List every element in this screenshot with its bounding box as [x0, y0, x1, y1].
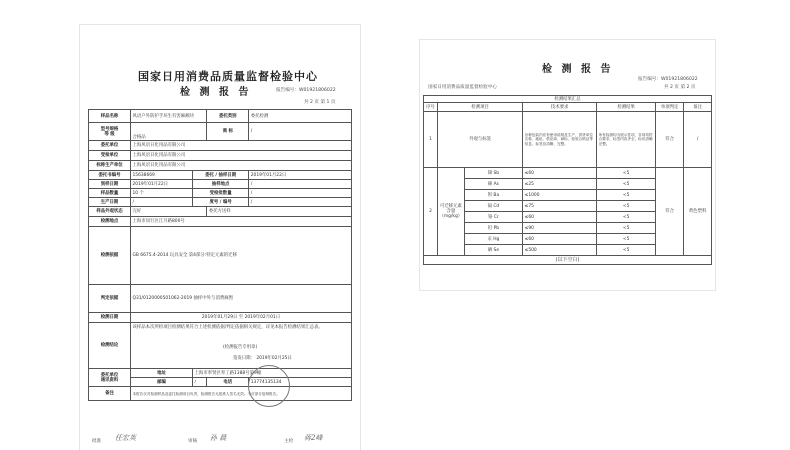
producer-label: 标称生产单位 [89, 161, 131, 171]
prod-date: / [131, 198, 193, 207]
client-type-label: 委托类别 [207, 110, 249, 123]
period: 2019年01月29日 至 2019年02月01日 [131, 313, 352, 323]
blank-note: (以下空白) [424, 256, 712, 265]
batch: / [249, 189, 352, 198]
conclusion-label: 检测结论 [89, 323, 131, 369]
col-note: 备注 [684, 103, 712, 112]
element-result: <5 [597, 234, 656, 245]
org-title-2: 国家日用消费品质量监督检验中心 [428, 85, 497, 90]
judge-label: 判定依据 [89, 285, 131, 313]
col-item: 检测项目 [438, 103, 523, 112]
remark: 本报告仅对检测样品及委托检测项目负责，检测报告无批准人签名无效。不可部分复制报告。 [131, 387, 352, 401]
addr: 上海市奉贤区奉工路1388号第9幢 [193, 369, 352, 378]
row1-no: 1 [424, 112, 438, 168]
col-no: 序号 [424, 103, 438, 112]
delivery: 委托方送样 [207, 207, 352, 217]
client-type: 委托检测 [249, 110, 352, 123]
sampling-place: / [249, 180, 352, 189]
official-seal [248, 365, 290, 407]
approve-label: 批准 [92, 439, 102, 444]
element-req: ≤500 [523, 245, 597, 256]
client-date-label: 委托 / 抽样日期 [193, 171, 249, 180]
review-label: 审核 [188, 439, 198, 444]
row1-item: 外观与标签 [438, 112, 523, 168]
element-name: 铅 Pb [464, 223, 523, 234]
state-label: 样品外观状态 [89, 207, 131, 217]
conclusion-text: 该样品本次所检项目检测结果符合上述检测依据/判定依据相关规定，详见本报告检测结果汇总表。 [132, 325, 323, 330]
arrival-label: 到样日期 [89, 180, 131, 189]
contact-label: 委托单位 通讯资料 [89, 369, 131, 387]
element-result: <5 [597, 245, 656, 256]
col-result: 检测结果 [597, 103, 656, 112]
row1-verdict: 符合 [656, 112, 684, 168]
client-no: 15638669 [131, 171, 193, 180]
col-verdict: 单项判定 [656, 103, 684, 112]
qty: 10 个 [131, 189, 193, 198]
element-name: 砷 As [464, 179, 523, 190]
element-name: 钡 Ba [464, 190, 523, 201]
main-label: 主检 [284, 439, 294, 444]
arrival-date: 2019年01月22日 [131, 180, 193, 189]
serial-label: 度号 / 编号 [193, 198, 249, 207]
qty-label: 样品数量 [89, 189, 131, 198]
element-req: ≤60 [523, 234, 597, 245]
element-name: 锑 Sb [464, 168, 523, 179]
element-req: ≤60 [523, 168, 597, 179]
producer: 上海风语日化用品有限公司 [131, 161, 352, 171]
report-title: 检 测 报 告 [180, 87, 252, 98]
post-label: 邮编 [131, 378, 193, 387]
element-req: ≤1000 [523, 190, 597, 201]
page-info: 共 2 页 第 1 页 [304, 100, 336, 105]
row2-no: 2 [424, 168, 438, 256]
trademark-label: 商 标 [207, 123, 249, 141]
report-title-2: 检 测 报 告 [542, 64, 614, 75]
method-label: 检测依据 [89, 227, 131, 285]
conclusion-stamp: (检测报告专用章) [223, 345, 258, 350]
report-number: 报告编号：W01921806022 [276, 88, 336, 93]
org-title: 国家日用消费品质量监督检验中心 [138, 70, 318, 83]
method: GB 6675.4-2014 玩具安全 第4部分:特定元素的迁移 [131, 227, 352, 285]
row1-result: 所有检测均为展示性项，各项均符合要求，标签内容齐全，标识清晰完整。 [597, 112, 656, 168]
client: 上海风语日化用品有限公司 [131, 141, 352, 151]
row2-verdict: 符合 [656, 168, 684, 256]
client-no-label: 委托书编号 [89, 171, 131, 180]
sample-name-label: 样品名称 [89, 110, 131, 123]
element-result: <5 [597, 190, 656, 201]
element-result: <5 [597, 168, 656, 179]
report-number-2: 报告编号：W01921806022 [638, 77, 698, 82]
client-label: 委托单位 [89, 141, 131, 151]
element-req: ≤90 [523, 223, 597, 234]
client-date: 2019年01月22日 [249, 171, 352, 180]
location-label: 检测地点 [89, 217, 131, 227]
page-info-2: 共 2 页 第 2 页 [664, 85, 696, 90]
main-signature: 蒋2峰 [304, 434, 323, 442]
sample-name: 风语户外防护手环生有害麻额块 [131, 110, 207, 123]
sampling-place-label: 抽样地点 [193, 180, 249, 189]
results-table [423, 95, 712, 265]
row1-req: 各种包装内应有使用说明及生产、供货单位名称、地址、供应商、商标、检验合格证等信息，标签应清晰、完整。 [523, 112, 597, 168]
element-name: 铬 Cr [464, 212, 523, 223]
element-result: <5 [597, 179, 656, 190]
inspected: 上海风语日化用品有限公司 [131, 151, 352, 161]
inspected-label: 受检单位 [89, 151, 131, 161]
col-req: 技术要求 [523, 103, 597, 112]
batch-label: 受检批数量 [193, 189, 249, 198]
row1-note: / [684, 112, 712, 168]
sign-date: 签发日期： 2019年02月25日 [233, 356, 292, 361]
element-result: <5 [597, 201, 656, 212]
element-name: 汞 Hg [464, 234, 523, 245]
serial: / [249, 198, 352, 207]
post: / [193, 378, 207, 387]
element-name: 镉 Cd [464, 201, 523, 212]
row2-item: 可迁移元素含量（mg/kg） [438, 168, 465, 256]
report-info-table [88, 109, 352, 401]
addr-label: 地址 [131, 369, 193, 378]
trademark: / [249, 123, 352, 141]
report-page-2 [420, 40, 715, 290]
report-page-1 [80, 25, 360, 450]
element-req: ≤60 [523, 212, 597, 223]
location: 上海市闵行区江月路800号 [131, 217, 352, 227]
row2-note: 黄色塑料 [684, 168, 712, 256]
element-result: <5 [597, 212, 656, 223]
element-req: ≤25 [523, 179, 597, 190]
state: 完好 [131, 207, 207, 217]
period-label: 检测日期 [89, 313, 131, 323]
model-value: 合格品 [131, 123, 207, 141]
tel: 13774135134 [249, 378, 352, 387]
judge: Q31/0120000501062-2019 抽样中外与消费麻煦 [131, 285, 352, 313]
element-req: ≤75 [523, 201, 597, 212]
approve-signature: 任宏英 [115, 434, 136, 442]
model-label: 型号规格 等 级 [89, 123, 131, 141]
results-title: 检测结果汇总 [424, 96, 712, 103]
review-signature: 孙 晨 [210, 434, 227, 442]
element-result: <5 [597, 223, 656, 234]
tel-label: 电话 [207, 378, 249, 387]
element-name: 硒 Se [464, 245, 523, 256]
prod-date-label: 生产日期 [89, 198, 131, 207]
remark-label: 备注 [89, 387, 131, 401]
